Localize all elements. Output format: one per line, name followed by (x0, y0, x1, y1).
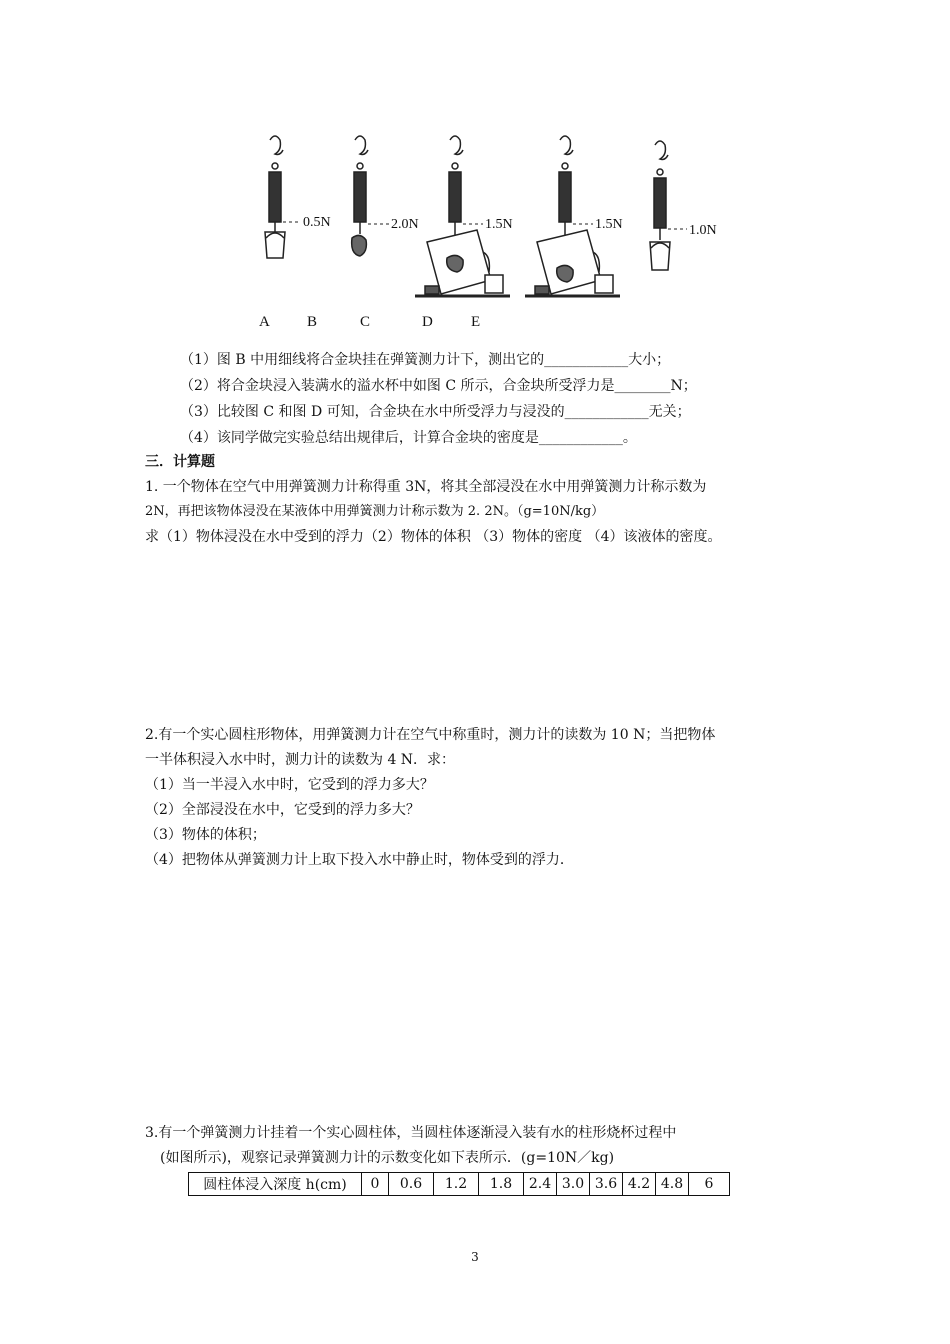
exp-question-2: （2）将合金块浸入装满水的溢水杯中如图 C 所示，合金块所受浮力是________N； (180, 378, 697, 394)
reading-b: 2.0N (391, 217, 419, 232)
problem-3-line-2: (如图所示)，观察记录弹簧测力计的示数变化如下表所示．(g=10N／kg) (160, 1150, 615, 1166)
problem-2-line-1: 2.有一个实心圆柱形物体，用弹簧测力计在空气中称重时，测力计的读数为 10 N；当把物体 (145, 727, 716, 743)
spring-scale-b (352, 136, 368, 256)
reading-e: 1.0N (689, 223, 717, 238)
problem-2-question-2: （2）全部浸没在水中，它受到的浮力多大？ (145, 802, 420, 818)
table-cell: 4.2 (623, 1173, 656, 1196)
reading-a: 0.5N (303, 215, 331, 230)
table-cell: 1.8 (479, 1173, 524, 1196)
label-e: E (471, 314, 481, 330)
spring-scale-d (525, 136, 620, 296)
table-cell: 4.8 (656, 1173, 689, 1196)
problem-2-question-1: （1）当一半浸入水中时，它受到的浮力多大？ (145, 777, 434, 793)
label-a: A (259, 314, 270, 330)
table-header-cell: 圆柱体浸入深度 h(cm) (189, 1173, 362, 1196)
reading-d: 1.5N (595, 217, 623, 232)
reading-c: 1.5N (485, 217, 513, 232)
exp-question-3: （3）比较图 C 和图 D 可知，合金块在水中所受浮力与浸没的____________无关； (180, 404, 691, 420)
problem-1-line-1: 1. 一个物体在空气中用弹簧测力计称得重 3N，将其全部浸没在水中用弹簧测力计称示数为 (145, 479, 707, 495)
problem-2-line-2: 一半体积浸入水中时，测力计的读数为 4 N．求： (145, 752, 456, 768)
table-cell: 0 (362, 1173, 389, 1196)
table-cell: 3.0 (557, 1173, 590, 1196)
label-b: B (307, 314, 318, 330)
problem-2-question-3: （3）物体的体积； (145, 827, 266, 843)
table-row (189, 1173, 730, 1196)
table-cell: 3.6 (590, 1173, 623, 1196)
exp-question-4: （4）该同学做完实验总结出规律后，计算合金块的密度是____________。 (180, 430, 637, 446)
label-d: D (422, 314, 433, 330)
section-heading: 三．计算题 (145, 454, 215, 470)
problem-2-question-4: （4）把物体从弹簧测力计上取下投入水中静止时，物体受到的浮力． (145, 852, 574, 868)
problem-1-line-3: 求（1）物体浸没在水中受到的浮力（2）物体的体积 （3）物体的密度 （4）该液体的密度。 (145, 529, 722, 545)
spring-scale-e (650, 141, 670, 270)
table-cell: 2.4 (524, 1173, 557, 1196)
problem-3-line-1: 3.有一个弹簧测力计挂着一个实心圆柱体，当圆柱体逐渐浸入装有水的柱形烧杯过程中 (145, 1125, 677, 1141)
label-c: C (360, 314, 371, 330)
table-cell: 0.6 (389, 1173, 434, 1196)
table-cell: 6 (689, 1173, 730, 1196)
depth-table (188, 1172, 730, 1196)
exp-question-1: （1）图 B 中用细线将合金块挂在弹簧测力计下，测出它的____________大小； (180, 352, 671, 368)
page-number: 3 (471, 1250, 479, 1264)
problem-1-line-2: 2N，再把该物体浸没在某液体中用弹簧测力计称示数为 2. 2N。（g=10N/kg） (145, 504, 605, 519)
spring-scale-c (415, 136, 510, 296)
spring-scale-a (265, 136, 285, 258)
spring-scale-figure (255, 130, 735, 330)
table-cell: 1.2 (434, 1173, 479, 1196)
